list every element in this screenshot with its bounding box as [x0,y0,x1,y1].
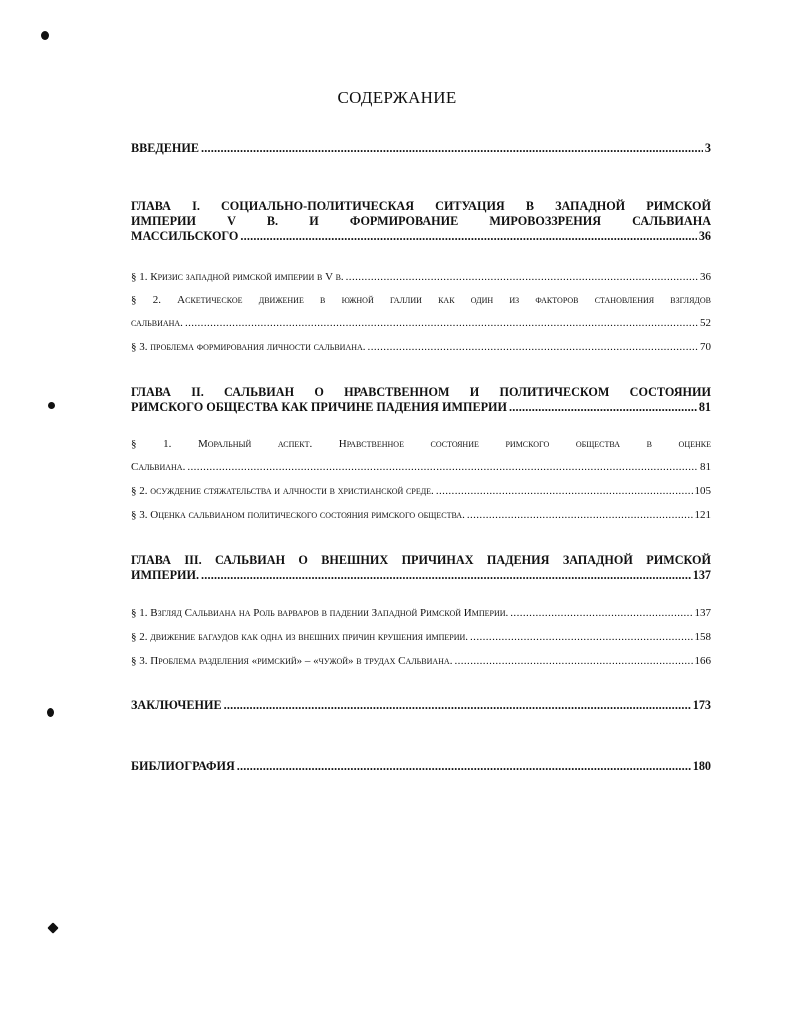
leader-dots [436,485,693,498]
section-title: § 1. Взгляд Сальвиана на Роль варваров в падении Западной Римской Империи. [131,607,509,619]
section-title: § 1. Моральный аспект. Нравственное состояние римского общества в оценке [131,438,711,450]
section-title: § 2. движение багаудов как одна из внешних причин крушения империи. [131,631,469,643]
leader-dots [454,655,692,668]
toc-page-number: 137 [692,568,711,582]
leader-dots [346,271,698,284]
toc-entry-chapter-3[interactable] [131,553,711,583]
chapter-title-line: ГЛАВА I. СОЦИАЛЬНО-ПОЛИТИЧЕСКАЯ СИТУАЦИЯ В ЗАПАДНОЙ РИМСКОЙ [131,199,711,213]
scan-artifact [41,31,49,40]
toc-page-number: 173 [692,698,711,712]
toc-entry-section-2-2[interactable] [131,485,711,498]
toc-page-number: 52 [700,317,711,329]
leader-dots [470,631,692,644]
leader-dots [224,698,691,713]
chapter-title-line: ИМПЕРИИ V В. И ФОРМИРОВАНИЕ МИРОВОЗЗРЕНИЯ САЛЬВИАНА [131,214,711,228]
toc-page-number: 81 [698,400,711,414]
section-title: § 2. осуждение стяжательства и алчности в христианской среде. [131,485,434,497]
scan-artifact [47,708,54,717]
toc-page-number: 121 [694,509,711,521]
leader-dots [509,400,697,415]
leader-dots [510,607,692,620]
toc-entry-introduction[interactable] [131,141,711,156]
toc-page-number: 36 [698,229,711,243]
toc-entry-label: ВВЕДЕНИЕ [131,141,199,155]
chapter-title-line: РИМСКОГО ОБЩЕСТВА КАК ПРИЧИНЕ ПАДЕНИЯ ИМПЕРИИ [131,400,508,414]
leader-dots [467,509,693,522]
toc-entry-bibliography[interactable] [131,759,711,774]
toc-entry-section-1-3[interactable] [131,341,711,354]
toc-page-number: 166 [694,655,711,667]
toc-entry-section-1-1[interactable] [131,271,711,284]
leader-dots [201,568,691,583]
page-title: СОДЕРЖАНИЕ [337,88,457,107]
toc-entry-label: ЗАКЛЮЧЕНИЕ [131,698,222,712]
toc-page-number: 3 [704,141,711,155]
chapter-title-line: ИМПЕРИИ. [131,568,200,582]
toc-entry-section-2-3[interactable] [131,509,711,522]
leader-dots [368,341,698,354]
toc-entry-section-3-3[interactable] [131,655,711,668]
leader-dots [237,759,691,774]
leader-dots [185,317,698,330]
toc-page-number: 81 [700,461,711,473]
toc-page-number: 137 [694,607,711,619]
chapter-title-line: МАССИЛЬСКОГО [131,229,239,243]
toc-entry-chapter-2[interactable] [131,385,711,415]
toc-entry-section-2-1[interactable] [131,438,711,474]
section-title: Сальвиана. [131,461,186,473]
section-title: § 2. Аскетическое движение в южной галлии как один из факторов становления взглядов [131,294,711,306]
toc-page-number: 70 [700,341,711,353]
toc-entry-section-1-2[interactable] [131,294,711,330]
toc-entry-section-3-2[interactable] [131,631,711,644]
toc-entry-section-3-1[interactable] [131,607,711,620]
toc-page-number: 105 [694,485,711,497]
chapter-title-line: ГЛАВА II. САЛЬВИАН О НРАВСТВЕННОМ И ПОЛИТИЧЕСКОМ СОСТОЯНИИ [131,385,711,399]
leader-dots [187,461,698,474]
section-title: § 3. Оценка сальвианом политического состояния римского общества. [131,509,465,521]
toc-entry-chapter-1[interactable] [131,199,711,244]
scan-artifact [47,922,58,933]
toc-entry-conclusion[interactable] [131,698,711,713]
toc-entry-label: БИБЛИОГРАФИЯ [131,759,235,773]
scan-artifact [48,402,55,409]
chapter-title-line: ГЛАВА III. САЛЬВИАН О ВНЕШНИХ ПРИЧИНАХ ПАДЕНИЯ ЗАПАДНОЙ РИМСКОЙ [131,553,711,567]
section-title: § 3. проблема формирования личности сальвиана. [131,341,366,353]
section-title: § 1. Кризис западной римской империи в V в. [131,271,344,283]
section-title: § 3. Проблема разделения «римский» – «чужой» в трудах Сальвиана. [131,655,453,667]
toc-page-number: 158 [694,631,711,643]
leader-dots [201,141,703,156]
section-title: сальвиана. [131,317,183,329]
toc-page-number: 180 [692,759,711,773]
toc-page-number: 36 [700,271,711,283]
leader-dots [240,229,696,244]
